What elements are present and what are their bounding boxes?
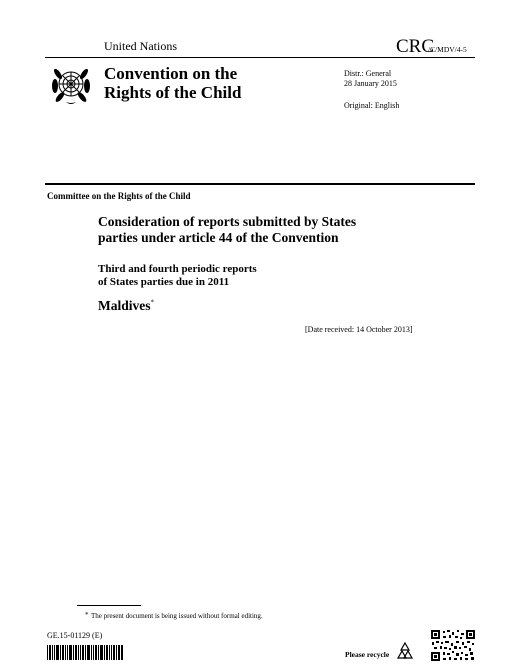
original-language: Original: English (344, 101, 400, 110)
header-rule (45, 57, 475, 58)
subject-line2: parties under article 44 of the Convention (98, 230, 339, 245)
footnote-reference: * (150, 298, 154, 307)
footnote-text: The present document is being issued without formal editing. (91, 612, 263, 620)
country-heading (98, 298, 154, 314)
subject-line1: Consideration of reports submitted by States (98, 214, 357, 229)
distribution-text: Distr.: General (344, 69, 392, 78)
section-rule (45, 183, 475, 185)
date-received: [Date received: 14 October 2013] (305, 325, 413, 334)
report-description (98, 263, 257, 288)
footnote-rule (77, 605, 141, 606)
barcode-icon (47, 645, 123, 660)
footnote-mark: * (85, 611, 89, 619)
country-name: Maldives (98, 298, 151, 313)
un-emblem-icon (50, 64, 92, 106)
ge-number: GE.15-01129 (E) (47, 631, 103, 640)
document-subject (98, 214, 356, 246)
periodic-line1: Third and fourth periodic reports (98, 263, 257, 275)
issue-date: 28 January 2015 (344, 79, 397, 88)
document-symbol-sub: /C/MDV/4-5 (428, 45, 467, 54)
convention-title (104, 64, 241, 102)
recycle-label: Please recycle (345, 650, 390, 659)
org-name: United Nations (104, 39, 177, 53)
convention-title-line2: Rights of the Child (104, 83, 242, 102)
distribution-block (344, 69, 397, 89)
periodic-line2: of States parties due in 2011 (98, 275, 230, 288)
recycle-icon (395, 641, 415, 661)
committee-name: Committee on the Rights of the Child (47, 191, 191, 201)
convention-title-line1: Convention on the (104, 64, 238, 83)
footnote (85, 611, 263, 620)
document-symbol-main: CRC (396, 36, 435, 57)
qr-code-icon (431, 630, 475, 661)
